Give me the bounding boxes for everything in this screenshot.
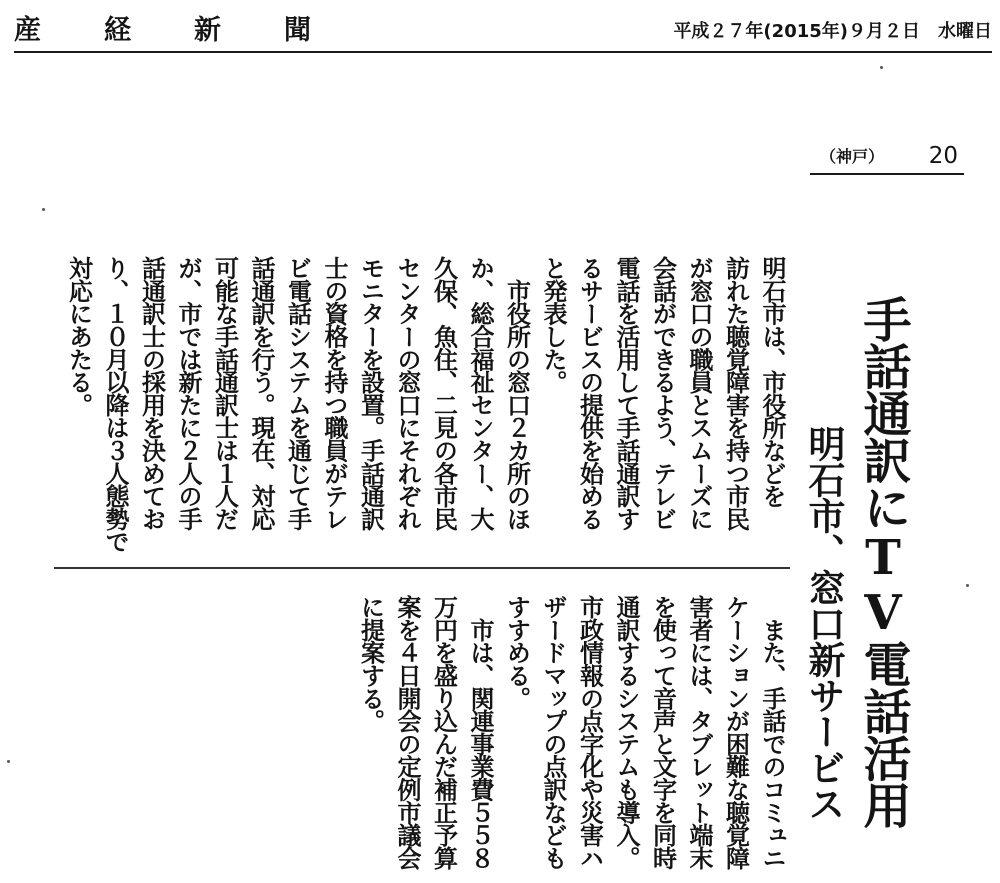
body-line: 案を４日開会の定例市議会: [393, 595, 421, 869]
body-line: が、市では新たに２人の手: [174, 256, 202, 530]
article-headline: 手話通訳にTV電話活用: [855, 295, 911, 828]
article-body-lower: [340, 595, 790, 880]
scan-speck: [42, 208, 45, 211]
newspaper-name-char: 新: [194, 15, 221, 46]
newspaper-name-char: 経: [104, 15, 131, 46]
body-line: 可能な手話通訳士は１人だ: [210, 256, 239, 530]
body-line: 対応にあたる。: [64, 256, 93, 416]
scan-speck: [7, 760, 10, 763]
scan-speck: [966, 584, 969, 587]
body-line: ケーションが困難な聴覚障: [721, 595, 750, 869]
body-line: 市政情報の点字化や災害ハ: [575, 595, 604, 869]
body-line: 久保、魚住、二見の各市民: [429, 256, 458, 530]
body-line: ザードマップの点訳なども: [539, 595, 567, 869]
body-line: 市は、関連事業費５５８: [466, 595, 494, 869]
body-line: ビ電話システムを通じて手: [283, 256, 312, 530]
body-line: 会話ができるよう、テレビ: [648, 256, 677, 530]
article-subheadline: 明石市、窓口新サービス: [802, 425, 846, 821]
page-number: 20: [928, 143, 958, 169]
body-line: すすめる。: [502, 595, 531, 710]
body-line: るサービスの提供を始める: [575, 256, 604, 530]
newspaper-name-char: 聞: [284, 15, 311, 46]
newspaper-name-char: 産: [14, 15, 41, 46]
body-line: また、手話でのコミュニ: [758, 595, 786, 869]
body-line: が窓口の職員とスムーズに: [685, 256, 713, 530]
region-label: （神戸）: [820, 147, 885, 166]
body-line: と発表した。: [539, 256, 567, 393]
body-line: 士の資格を持つ職員がテレ: [320, 256, 348, 530]
article-column-divider: [54, 567, 790, 569]
body-line: か、総合福祉センター、大: [466, 256, 494, 530]
issue-weekday: 水曜日: [938, 21, 992, 42]
body-line: 電話を活用して手話通訳す: [612, 256, 640, 530]
body-line: に提案する。: [356, 595, 385, 732]
body-line: 通訳するシステムも導入。: [612, 595, 640, 869]
issue-date-line: [673, 20, 992, 44]
page-info: [810, 143, 964, 175]
body-line: 訪れた聴覚障害を持つ市民: [721, 256, 750, 530]
masthead-divider: [14, 51, 992, 53]
article-body-upper: [54, 256, 790, 576]
scan-speck: [880, 66, 883, 69]
newspaper-name: [14, 14, 374, 48]
body-line: 害者には、タブレット端末: [685, 595, 713, 869]
body-line: り、１０月以降は３人態勢で: [101, 256, 129, 553]
issue-date: 平成２７年(2015年)９月２日: [673, 21, 920, 42]
body-line: 話通訳を行う。現在、対応: [247, 256, 275, 530]
body-line: モニターを設置。手話通訳: [356, 256, 385, 530]
body-line: 市役所の窓口２カ所のほ: [502, 256, 531, 530]
body-line: センターの窓口にそれぞれ: [393, 256, 421, 530]
body-line: を使って音声と文字を同時: [648, 595, 677, 869]
newspaper-masthead: [14, 14, 992, 54]
body-line: 万円を盛り込んだ補正予算: [429, 595, 458, 869]
body-line: 話通訳士の採用を決めてお: [137, 256, 166, 530]
body-line: 明石市は、市役所などを: [758, 256, 786, 507]
